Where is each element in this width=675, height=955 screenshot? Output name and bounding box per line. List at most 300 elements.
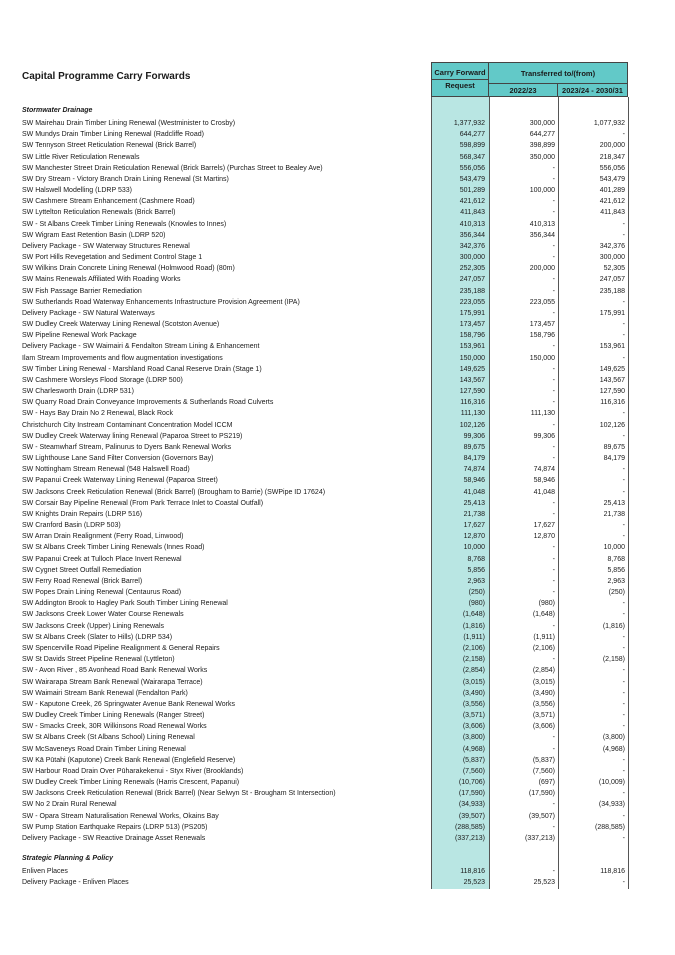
year1-value: 200,000 xyxy=(529,265,555,273)
year2-value: - xyxy=(622,488,625,496)
carry-forward-value: 25,523 xyxy=(463,879,485,887)
row-description: SW Harbour Road Drain Over Pūharakekenui - Styx River (Brooklands) xyxy=(22,767,244,775)
table-row xyxy=(0,442,675,453)
table-row xyxy=(0,241,675,252)
year2-value: - xyxy=(622,298,625,306)
row-description: SW - Kaputone Creek, 26 Springwater Avenue Bank Renewal Works xyxy=(22,700,235,708)
year2-value: 218,347 xyxy=(599,153,625,161)
table-row xyxy=(0,263,675,274)
year1-value: - xyxy=(552,455,555,463)
carry-forward-value: (288,585) xyxy=(455,823,485,831)
carry-forward-value: (7,560) xyxy=(462,767,485,775)
year2-value: - xyxy=(622,600,625,608)
year1-value: - xyxy=(552,175,555,183)
year1-value: - xyxy=(552,287,555,295)
table-row xyxy=(0,420,675,431)
table-row xyxy=(0,353,675,364)
table-row xyxy=(0,699,675,710)
year2-value: - xyxy=(622,879,625,887)
carry-forward-value: 84,179 xyxy=(463,455,485,463)
carry-forward-value: 556,056 xyxy=(459,164,485,172)
table-row xyxy=(0,375,675,386)
year1-value: - xyxy=(552,823,555,831)
table-row xyxy=(0,766,675,777)
year1-value: - xyxy=(552,577,555,585)
year1-value: 41,048 xyxy=(533,488,555,496)
carry-forward-value: 89,675 xyxy=(463,443,485,451)
carry-forward-value: 235,188 xyxy=(459,287,485,295)
table-row xyxy=(0,464,675,475)
year1-value: 25,523 xyxy=(533,879,555,887)
row-description: SW Papanui Creek Waterway Lining Renewal (Paparoa Street) xyxy=(22,477,218,485)
carry-forward-value: (2,854) xyxy=(462,667,485,675)
year1-value: - xyxy=(552,365,555,373)
row-description: SW Cashmere Stream Enhancement (Cashmere Road) xyxy=(22,198,195,206)
row-description: Delivery Package - SW Waimairi & Fendalton Stream Lining & Enhancement xyxy=(22,343,260,351)
year2-value: - xyxy=(622,466,625,474)
carry-forward-value: 21,738 xyxy=(463,510,485,518)
row-description: SW Jacksons Creek Lower Water Course Renewals xyxy=(22,611,184,619)
year2-value: - xyxy=(622,533,625,541)
year2-value: 8,768 xyxy=(607,555,625,563)
table-row xyxy=(0,811,675,822)
carry-forward-value: 300,000 xyxy=(459,254,485,262)
row-description: SW McSaveneys Road Drain Timber Lining Renewal xyxy=(22,745,186,753)
year2-value: 84,179 xyxy=(603,455,625,463)
carry-forward-value: 501,289 xyxy=(459,187,485,195)
carry-forward-value: 568,347 xyxy=(459,153,485,161)
carry-forward-value: 153,961 xyxy=(459,343,485,351)
row-description: SW Dudley Creek Waterway Lining Renewal (Scotston Avenue) xyxy=(22,321,220,329)
row-description: SW - Avon River , 85 Avonhead Road Bank Renewal Works xyxy=(22,667,208,675)
table-row xyxy=(0,788,675,799)
row-description: SW Addington Brook to Hagley Park South Timber Lining Renewal xyxy=(22,600,228,608)
row-description: SW Timber Lining Renewal - Marshland Road Canal Reserve Drain (Stage 1) xyxy=(22,365,262,373)
year2-value: (1,816) xyxy=(602,622,625,630)
table-row xyxy=(0,520,675,531)
table-row xyxy=(0,531,675,542)
carry-forward-header xyxy=(431,62,489,97)
carry-forward-value: 175,991 xyxy=(459,309,485,317)
year1-value: - xyxy=(552,734,555,742)
year1-value: 644,277 xyxy=(529,131,555,139)
year1-value: (980) xyxy=(538,600,555,608)
year2-value: - xyxy=(622,667,625,675)
year1-value: (5,837) xyxy=(532,756,555,764)
table-row xyxy=(0,319,675,330)
carry-forward-header-line1: Carry Forward xyxy=(434,68,486,77)
carry-forward-value: (5,837) xyxy=(462,756,485,764)
year1-value: - xyxy=(552,622,555,630)
year1-value: 398,899 xyxy=(529,142,555,150)
carry-forward-value: 252,305 xyxy=(459,265,485,273)
row-description: SW St Albans Creek (Slater to Hills) (LDRP 534) xyxy=(22,633,173,641)
year1-value: 356,344 xyxy=(529,231,555,239)
table-row xyxy=(0,219,675,230)
carry-forward-value: (39,507) xyxy=(458,812,485,820)
carry-forward-value: 8,768 xyxy=(467,555,485,563)
row-description: Delivery Package - SW Waterway Structures Renewal xyxy=(22,242,190,250)
year2-value: 21,738 xyxy=(603,510,625,518)
year1-value: (2,854) xyxy=(532,667,555,675)
row-description: SW Popes Drain Lining Renewal (Centaurus Road) xyxy=(22,589,182,597)
carry-forward-value: 111,130 xyxy=(460,410,485,418)
year2-value: 235,188 xyxy=(599,287,625,295)
row-description: Delivery Package - SW Natural Waterways xyxy=(22,309,155,317)
table-row xyxy=(0,207,675,218)
year1-value: 58,946 xyxy=(533,477,555,485)
carry-forward-value: 1,377,932 xyxy=(453,120,485,127)
year2-value: (34,933) xyxy=(598,801,625,809)
row-description: SW - Hays Bay Drain No 2 Renewal, Black Rock xyxy=(22,410,173,418)
table-row xyxy=(0,163,675,174)
carry-forward-value: (1,911) xyxy=(463,633,485,641)
row-description: SW Jacksons Creek (Upper) Lining Renewals xyxy=(22,622,164,630)
carry-forward-value: 74,874 xyxy=(463,466,485,474)
carry-forward-value: (3,606) xyxy=(462,723,485,731)
row-description: SW - Steamwharf Stream, Palinurus to Dyers Bank Renewal Works xyxy=(22,443,232,451)
row-description: SW Tennyson Street Reticulation Renewal (Brick Barrel) xyxy=(22,142,197,150)
page-title: Capital Programme Carry Forwards xyxy=(22,71,191,82)
carry-forward-value: 41,048 xyxy=(463,488,485,496)
year2-value: - xyxy=(622,644,625,652)
year2-value: - xyxy=(622,410,625,418)
year2-value: - xyxy=(622,678,625,686)
table-row xyxy=(0,118,675,129)
row-description: SW Waimairi Stream Bank Renewal (Fendalton Park) xyxy=(22,689,188,697)
table-row xyxy=(0,408,675,419)
year2-value: 143,567 xyxy=(599,376,625,384)
year1-value: - xyxy=(552,388,555,396)
row-description: SW Jacksons Creek Reticulation Renewal (Brick Barrel) (Brougham to Barrie) (SWPipe ID 17624) xyxy=(22,488,326,496)
carry-forward-value: 116,316 xyxy=(460,399,485,407)
year1-value: 173,457 xyxy=(529,321,555,329)
table-row xyxy=(0,654,675,665)
table-row xyxy=(0,140,675,151)
table-row xyxy=(0,297,675,308)
table-row xyxy=(0,475,675,486)
row-description: SW Manchester Street Drain Reticulation Renewal (Brick Barrels) (Purchas Street to Bealey Ave) xyxy=(22,164,323,172)
year2-value: 118,816 xyxy=(600,868,625,875)
carry-forward-value: 143,567 xyxy=(459,376,485,384)
year1-value: (7,560) xyxy=(532,767,555,775)
carry-forward-value: 17,627 xyxy=(463,522,485,530)
row-description: SW Knights Drain Repairs (LDRP 516) xyxy=(22,510,143,518)
table-row xyxy=(0,509,675,520)
table-row xyxy=(0,364,675,375)
year1-value: 99,306 xyxy=(533,432,555,440)
row-description: SW Nottingham Stream Renewal (548 Halswell Road) xyxy=(22,466,190,474)
year2-value: - xyxy=(622,432,625,440)
year1-value: 111,130 xyxy=(530,410,555,418)
table-row xyxy=(0,196,675,207)
carry-forward-value: (337,213) xyxy=(455,834,485,842)
carry-forward-value: 158,796 xyxy=(459,332,485,340)
row-description: SW Kā Pūtahi (Kaputone) Creek Bank Renewal (Englefield Reserve) xyxy=(22,756,236,764)
year1-value: (17,590) xyxy=(528,790,555,798)
year2-value: 25,413 xyxy=(603,499,625,507)
row-description: SW Mundys Drain Timber Lining Renewal (Radcliffe Road) xyxy=(22,131,204,139)
table-row xyxy=(0,621,675,632)
year2-value: 411,843 xyxy=(600,209,625,217)
year2-value: - xyxy=(622,321,625,329)
year1-header: 2022/23 xyxy=(489,84,558,97)
table-row xyxy=(0,274,675,285)
year2-value: 556,056 xyxy=(599,164,625,172)
year1-value: - xyxy=(552,510,555,518)
row-description: SW Dudley Creek Waterway lining Renewal (Paparoa Street to PS219) xyxy=(22,432,243,440)
table-row xyxy=(0,632,675,643)
year1-value: - xyxy=(552,309,555,317)
year1-value: (3,571) xyxy=(532,712,555,719)
carry-forward-value: 5,856 xyxy=(467,566,485,574)
table-row xyxy=(0,542,675,553)
table-row xyxy=(0,565,675,576)
table-row xyxy=(0,252,675,263)
table-row xyxy=(0,185,675,196)
carry-forward-value: (2,158) xyxy=(462,656,485,664)
table-row xyxy=(0,877,675,888)
year2-value: 247,057 xyxy=(599,276,625,284)
year1-value: - xyxy=(552,343,555,351)
table-row xyxy=(0,152,675,163)
year2-value: 300,000 xyxy=(599,254,625,262)
carry-forward-value: (3,015) xyxy=(462,678,485,686)
carry-forward-value: 149,625 xyxy=(459,365,485,373)
row-description: SW Dudley Creek Timber Lining Renewals (Harris Crescent, Papanui) xyxy=(22,779,240,787)
table-row xyxy=(0,554,675,565)
table-row xyxy=(0,308,675,319)
year1-value: 74,874 xyxy=(533,466,555,474)
year1-value: - xyxy=(552,589,555,597)
row-description: Ilam Stream Improvements and flow augmentation investigations xyxy=(22,354,223,362)
table-row xyxy=(0,431,675,442)
year2-value: 127,590 xyxy=(599,388,625,396)
table-row xyxy=(0,732,675,743)
year1-value: (39,507) xyxy=(528,812,555,820)
carry-forward-value: 410,313 xyxy=(459,220,485,228)
row-description: Delivery Package - SW Reactive Drainage Asset Renewals xyxy=(22,834,206,842)
table-row xyxy=(0,129,675,140)
row-description: SW Port Hills Revegetation and Sediment Control Stage 1 xyxy=(22,254,203,262)
year2-value: - xyxy=(622,767,625,775)
carry-forward-header-line2: Request xyxy=(445,81,475,90)
year2-value: 421,612 xyxy=(599,198,625,206)
year2-value: - xyxy=(622,131,625,139)
year2-value: 342,376 xyxy=(599,242,625,250)
carry-forward-value: (3,556) xyxy=(462,700,485,708)
year2-value: - xyxy=(622,633,625,641)
row-description: SW Papanui Creek at Tulloch Place Invert Renewal xyxy=(22,555,182,563)
table-row xyxy=(0,498,675,509)
year1-value: - xyxy=(552,443,555,451)
carry-forward-value: 102,126 xyxy=(459,421,485,429)
carry-forward-value: 247,057 xyxy=(459,276,485,284)
table-row xyxy=(0,330,675,341)
year2-value: - xyxy=(622,790,625,798)
year2-value: - xyxy=(622,834,625,842)
year1-value: 410,313 xyxy=(529,220,555,228)
row-description: SW Wairarapa Stream Bank Renewal (Wairarapa Terrace) xyxy=(22,678,203,686)
year1-value: 223,055 xyxy=(529,298,555,306)
year1-value: (1,911) xyxy=(533,633,555,641)
carry-forward-value: 10,000 xyxy=(463,544,485,552)
year2-value: 89,675 xyxy=(603,443,625,451)
row-description: SW Sutherlands Road Waterway Enhancements Infrastructure Provision Agreement (IPA) xyxy=(22,298,300,306)
row-description: SW Halswell Modelling (LDRP 533) xyxy=(22,187,132,195)
table-row xyxy=(0,386,675,397)
carry-forward-value: 411,843 xyxy=(460,209,485,217)
row-description: SW Dry Stream - Victory Branch Drain Lining Renewal (St Martins) xyxy=(22,175,229,183)
year1-value: (1,648) xyxy=(532,611,555,619)
row-description: Enliven Places xyxy=(22,868,68,875)
table-row xyxy=(0,643,675,654)
row-description: SW Mains Renewals Affiliated With Roading Works xyxy=(22,276,181,284)
year2-value: 200,000 xyxy=(599,142,625,150)
row-description: SW Quarry Road Drain Conveyance Improvements & Sutherlands Road Culverts xyxy=(22,399,274,407)
year1-value: 17,627 xyxy=(533,522,555,530)
year2-value: 52,305 xyxy=(603,265,625,273)
table-row xyxy=(0,677,675,688)
row-description: SW Pump Station Earthquake Repairs (LDRP 513) (PS205) xyxy=(22,823,208,831)
year2-value: (2,158) xyxy=(602,656,625,664)
year1-value: - xyxy=(552,254,555,262)
carry-forward-value: 342,376 xyxy=(459,242,485,250)
table-row xyxy=(0,665,675,676)
row-description: SW No 2 Drain Rural Renewal xyxy=(22,801,117,809)
row-description: SW St Albans Creek Timber Lining Renewals (Innes Road) xyxy=(22,544,205,552)
carry-forward-value: 644,277 xyxy=(459,131,485,139)
carry-forward-value: 421,612 xyxy=(459,198,485,206)
section-heading-stormwater: Stormwater Drainage xyxy=(22,107,93,114)
carry-forward-value: 99,306 xyxy=(463,432,485,440)
year1-value: - xyxy=(552,164,555,172)
year1-value: 12,870 xyxy=(533,533,555,541)
table-row xyxy=(0,688,675,699)
carry-forward-value: (34,933) xyxy=(458,801,485,809)
year2-value: 543,479 xyxy=(599,175,625,183)
table-row xyxy=(0,777,675,788)
year2-header: 2023/24 - 2030/31 xyxy=(558,84,628,97)
table-row xyxy=(0,587,675,598)
table-row xyxy=(0,397,675,408)
row-description: SW Little River Reticulation Renewals xyxy=(22,153,140,161)
carry-forward-value: 598,899 xyxy=(459,142,485,150)
row-description: SW Corsair Bay Pipeline Renewal (From Park Terrace Inlet to Coastal Outfall) xyxy=(22,499,264,507)
table-row xyxy=(0,576,675,587)
section-heading-strategic: Strategic Planning & Policy xyxy=(22,855,114,862)
carry-forward-value: (4,968) xyxy=(462,745,485,753)
year2-value: 401,289 xyxy=(599,187,625,195)
year1-value: (337,213) xyxy=(525,834,555,842)
year1-value: - xyxy=(552,209,555,217)
table-row xyxy=(0,609,675,620)
row-description: SW Cranford Basin (LDRP 503) xyxy=(22,522,121,530)
year1-value: 100,000 xyxy=(529,187,555,195)
year2-value: - xyxy=(622,689,625,697)
year1-value: (3,490) xyxy=(532,689,555,697)
year1-value: - xyxy=(552,499,555,507)
table-row xyxy=(0,710,675,721)
table-row xyxy=(0,453,675,464)
carry-forward-value: (2,106) xyxy=(462,644,485,652)
year1-value: - xyxy=(552,868,555,875)
year2-value: 1,077,932 xyxy=(593,120,625,127)
row-description: SW Spencerville Road Pipeline Realignment & General Repairs xyxy=(22,644,220,652)
row-description: SW Charlesworth Drain (LDRP 531) xyxy=(22,388,134,396)
year1-value: (3,556) xyxy=(532,700,555,708)
carry-forward-value: 543,479 xyxy=(459,175,485,183)
year2-value: - xyxy=(622,332,625,340)
carry-forward-value: 356,344 xyxy=(459,231,485,239)
row-description: SW Mairehau Drain Timber Lining Renewal (Westminister to Crosby) xyxy=(22,120,236,127)
year1-value: - xyxy=(552,276,555,284)
year2-value: (10,009) xyxy=(598,779,625,787)
table-row xyxy=(0,286,675,297)
row-description: SW - Smacks Creek, 30R Wilkinsons Road Renewal Works xyxy=(22,723,207,731)
carry-forward-value: 223,055 xyxy=(459,298,485,306)
year1-value: (3,015) xyxy=(532,678,555,686)
row-description: SW - Opara Stream Naturalisation Renewal Works, Okains Bay xyxy=(22,812,219,820)
carry-forward-value: (1,648) xyxy=(462,611,485,619)
year2-value: 116,316 xyxy=(600,399,625,407)
carry-forward-value: 127,590 xyxy=(459,388,485,396)
row-description: SW St Albans Creek (St Albans School) Lining Renewal xyxy=(22,734,195,742)
year1-value: - xyxy=(552,198,555,206)
year2-value: (3,800) xyxy=(602,734,625,742)
year1-value: (3,606) xyxy=(532,723,555,731)
transferred-header: Transferred to/(from) xyxy=(489,62,628,84)
table-row xyxy=(0,744,675,755)
year2-value: (250) xyxy=(608,589,625,597)
year2-value: 5,856 xyxy=(607,566,625,574)
year2-value: 2,963 xyxy=(607,577,625,585)
carry-forward-value: (10,706) xyxy=(458,779,485,787)
year1-value: - xyxy=(552,566,555,574)
year1-value: - xyxy=(552,745,555,753)
row-description: SW Wilkins Drain Concrete Lining Renewal (Holmwood Road) (80m) xyxy=(22,265,235,273)
row-description: SW - St Albans Creek Timber Lining Renewals (Knowles to Innes) xyxy=(22,220,227,228)
row-description: SW St Davids Street Pipeline Renewal (Lyttleton) xyxy=(22,656,175,664)
year1-value: 350,000 xyxy=(529,153,555,161)
table-row xyxy=(0,487,675,498)
row-description: SW Cashmere Worsleys Flood Storage (LDRP 500) xyxy=(22,376,183,384)
year2-value: - xyxy=(622,231,625,239)
carry-forward-value: 118,816 xyxy=(460,868,485,875)
year2-value: - xyxy=(622,756,625,764)
year1-value: 158,796 xyxy=(529,332,555,340)
carry-forward-value: 150,000 xyxy=(459,354,485,362)
carry-forward-value: (1,816) xyxy=(462,622,485,630)
table-row xyxy=(0,341,675,352)
year2-value: 102,126 xyxy=(599,421,625,429)
carry-forward-value: (3,571) xyxy=(462,712,485,719)
year1-value: - xyxy=(552,399,555,407)
year2-value: - xyxy=(622,522,625,530)
table-row xyxy=(0,174,675,185)
table-row xyxy=(0,598,675,609)
year2-value: - xyxy=(622,712,625,719)
row-description: SW Wigram East Retention Basin (LDRP 520) xyxy=(22,231,166,239)
row-description: Christchurch City Instream Contaminant Concentration Model ICCM xyxy=(22,421,233,429)
row-description: SW Cygnet Street Outfall Remediation xyxy=(22,566,142,574)
year1-value: (697) xyxy=(538,779,555,787)
row-description: SW Jacksons Creek Reticulation Renewal (Brick Barrel) (Near Selwyn St - Brougham St Intersection) xyxy=(22,790,336,798)
row-description: Delivery Package - Enliven Places xyxy=(22,879,129,887)
year2-value: - xyxy=(622,611,625,619)
year2-value: - xyxy=(622,477,625,485)
table-row xyxy=(0,755,675,766)
